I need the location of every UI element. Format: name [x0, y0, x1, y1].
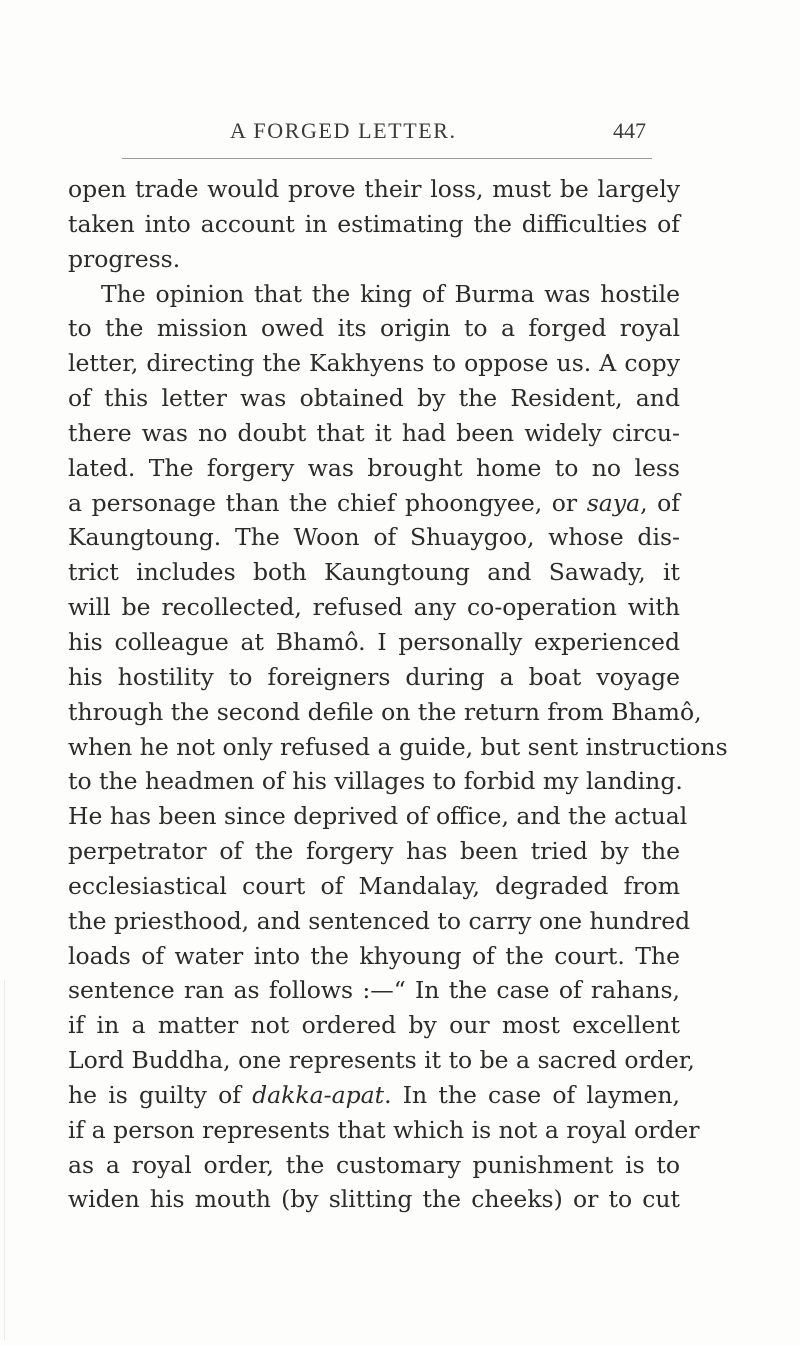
- text-line: if a person represents that which is not a royal order: [68, 1115, 700, 1144]
- page-edge-shadow: [4, 980, 5, 1340]
- text-line: [68, 1078, 680, 1113]
- text-line: Lord Buddha, one represents it to be a sacred order,: [68, 1046, 695, 1075]
- text-line: of this letter was obtained by the Resident, and: [68, 384, 680, 413]
- text-line: trict includes both Kaungtoung and Sawady, it: [68, 558, 680, 587]
- text-line: loads of water into the khyoung of the court. The: [68, 941, 680, 970]
- text-line: He has been since deprived of office, and the actual: [68, 802, 688, 831]
- text-segment: he is guilty of: [68, 1080, 253, 1109]
- body-text: [68, 172, 728, 1217]
- chapter-running-title: A FORGED LETTER.: [230, 118, 457, 143]
- text-line: will be recollected, refused any co-operation with: [68, 593, 680, 622]
- text-line: Kaungtoung. The Woon of Shuaygoo, whose dis-: [68, 523, 680, 552]
- text-segment: . In the case of laymen,: [384, 1080, 680, 1109]
- italic-term: saya: [586, 488, 641, 517]
- text-line: lated. The forgery was brought home to no less: [68, 453, 680, 482]
- page-number: 447: [613, 118, 646, 143]
- text-line: to the mission owed its origin to a forged royal: [68, 314, 680, 343]
- text-line: open trade would prove their loss, must be largely: [68, 175, 680, 203]
- text-line: letter, directing the Kakhyens to oppose us. A copy: [68, 349, 680, 378]
- text-line: perpetrator of the forgery has been tried by the: [68, 837, 680, 866]
- text-line: there was no doubt that it had been widely circu-: [68, 418, 680, 447]
- text-line: his hostility to foreigners during a boat voyage: [68, 662, 680, 691]
- text-line: the priesthood, and sentenced to carry one hundred: [68, 906, 691, 935]
- text-line: [68, 486, 680, 521]
- italic-term: dakka-apat: [252, 1080, 385, 1109]
- text-segment: , of: [640, 488, 680, 517]
- running-head: [0, 118, 800, 148]
- header-rule: [122, 158, 652, 159]
- text-line: The opinion that the king of Burma was hostile: [101, 279, 680, 308]
- text-line: his colleague at Bhamô. I personally experienced: [68, 627, 680, 656]
- text-line: sentence ran as follows :—“ In the case of rahans,: [68, 976, 680, 1005]
- text-line: widen his mouth (by slitting the cheeks) or to cut: [68, 1185, 680, 1214]
- text-line: when he not only refused a guide, but sent instructions: [68, 732, 728, 761]
- text-line: to the headmen of his villages to forbid my landing.: [68, 767, 683, 796]
- text-line: taken into account in estimating the difficulties of: [68, 209, 680, 238]
- text-line: ecclesiastical court of Mandalay, degraded from: [68, 871, 680, 900]
- text-line: if in a matter not ordered by our most excellent: [68, 1011, 680, 1040]
- text-line: progress.: [68, 244, 181, 273]
- text-line: through the second defile on the return from Bhamô,: [68, 697, 702, 726]
- text-line: as a royal order, the customary punishment is to: [68, 1150, 680, 1179]
- text-segment: a personage than the chief phoongyee, or: [68, 488, 587, 517]
